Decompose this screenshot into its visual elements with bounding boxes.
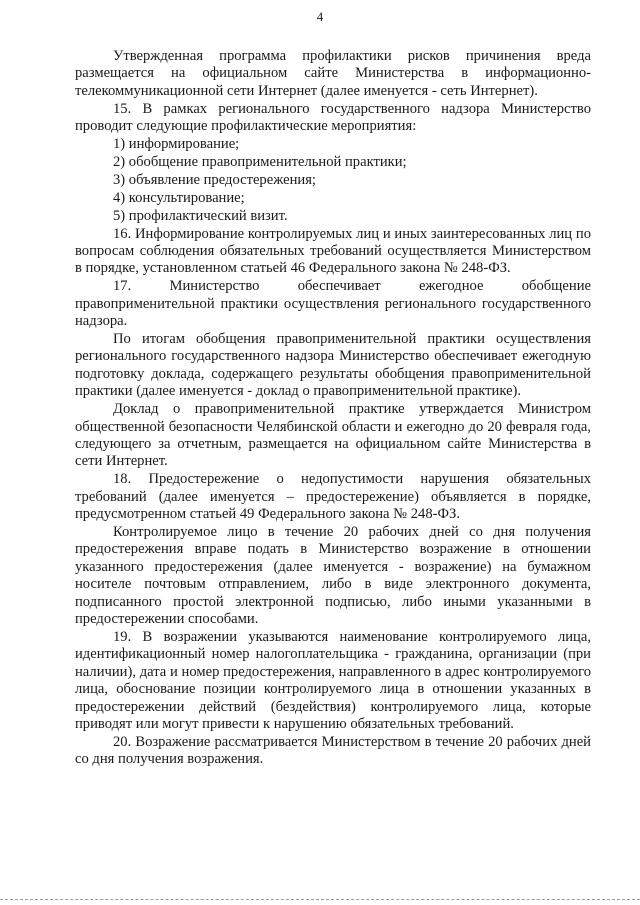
document-body: [75, 48, 591, 769]
list-item-informing: 1) информирование;: [113, 136, 240, 153]
paragraph-objection-submission: Контролируемое лицо в течение 20 рабочих дней со дня получения предостережения вправе подать в Министерство возражение в отношении указанного предостережения (далее именуется - возражение) на бумажном носителе почтовым отправлением, либо в виде электронного документа, подписанного простой электронной подписью, либо иными указанными в предостережении способами.: [75, 523, 591, 627]
paragraph-20-objection-review: 20. Возражение рассматривается Министерством в течение 20 рабочих дней со дня получения возражения.: [75, 733, 591, 768]
list-item-consulting: 4) консультирование;: [113, 189, 245, 206]
paragraph-report-preparation: По итогам обобщения правоприменительной практики осуществления регионального государственного надзора Министерство обеспечивает ежегодную подготовку доклада, содержащего результаты обобщения правоприменительной практики (далее именуется - доклад о правоприменительной практике).: [75, 331, 591, 400]
paragraph-18-warning: 18. Предостережение о недопустимости нарушения обязательных требований (далее именуется – предостережение) объявляется в порядке, предусмотренном статьей 49 Федерального закона № 248-ФЗ.: [75, 471, 591, 523]
paragraph-program-publication: Утвержденная программа профилактики рисков причинения вреда размещается на официальном сайте Министерства в информационно-телекоммуникационной сети Интернет (далее именуется - сеть Интернет).: [75, 48, 591, 99]
paragraph-17-generalization: 17. Министерство обеспечивает ежегодное обобщение правоприменительной практики осуществления регионального государственного надзора.: [75, 278, 591, 330]
paragraph-15-measures: 15. В рамках регионального государственного надзора Министерство проводит следующие профилактические мероприятия:: [75, 100, 591, 135]
page-number: 4: [316, 9, 324, 24]
paragraph-19-objection-content: 19. В возражении указываются наименование контролируемого лица, идентификационный номер налогоплательщика - гражданина, организации (при наличии), дата и номер предостережения, направленного в адрес контролируемого лица, обоснование позиции контролируемого лица в отношении указанных в предостережении действий (бездействия) контролируемого лица, которые приводят или могут привести к нарушению обязательных требований.: [75, 628, 591, 732]
list-item-generalization: 2) обобщение правоприменительной практики;: [113, 153, 407, 170]
list-item-warning: 3) объявление предостережения;: [113, 171, 316, 188]
paragraph-report-approval: Доклад о правоприменительной практике утверждается Министром общественной безопасности Челябинской области и ежегодно до 20 февраля года, следующего за отчетным, размещается на официальном сайте Министерства в сети Интернет.: [75, 401, 591, 470]
scan-edge-line: [0, 899, 640, 900]
list-item-preventive-visit: 5) профилактический визит.: [113, 207, 288, 224]
paragraph-16-informing: 16. Информирование контролируемых лиц и иных заинтересованных лиц по вопросам соблюдения обязательных требований осуществляется Министерством в порядке, установленном статьей 46 Федерального закона № 248-ФЗ.: [75, 225, 591, 277]
